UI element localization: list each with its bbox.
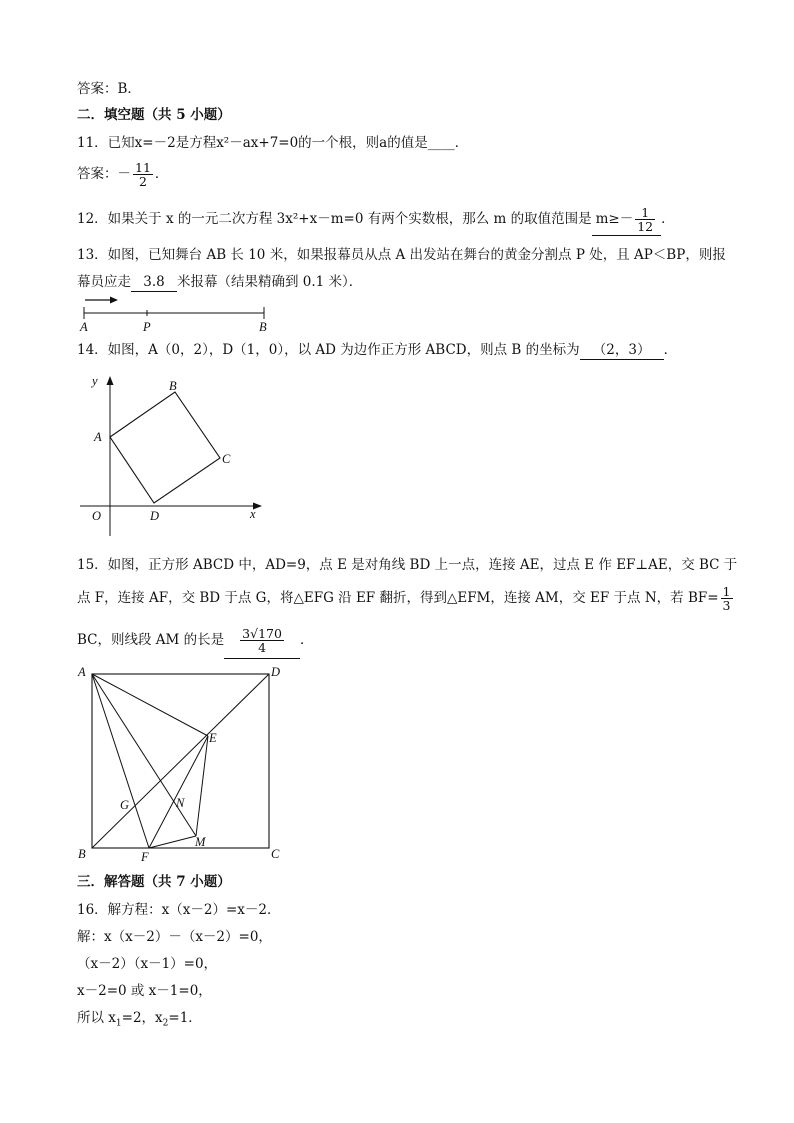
axis-label-y: y xyxy=(92,374,98,388)
answer-11 xyxy=(77,158,168,190)
label-d: D xyxy=(271,665,281,679)
segment-em xyxy=(196,736,208,836)
label-m: M xyxy=(195,835,206,849)
label-f: F xyxy=(141,850,149,864)
question-14 xyxy=(77,341,677,360)
label-d: D xyxy=(150,509,160,523)
label-o: O xyxy=(92,509,102,523)
answer-10: 答案：B． xyxy=(77,81,141,97)
question-15-line3 xyxy=(77,622,313,659)
solution-step-3: x－2=0 或 x－1=0， xyxy=(77,983,212,999)
question-12-text: 12．如果关于 x 的一元二次方程 3x²+x－m=0 有两个实数根，那么 m 的取值范围是 xyxy=(77,211,592,227)
subscript-1: 1 xyxy=(115,1018,122,1029)
question-15-text-tail: BC，则线段 AM 的长是 xyxy=(77,632,225,648)
label-c: C xyxy=(222,452,231,466)
segment-ef xyxy=(149,736,208,848)
figure-14-coordinate xyxy=(72,368,268,538)
answer-12-prefix: m≥－ xyxy=(595,211,634,227)
solution-text-b: =2，x xyxy=(121,1010,163,1026)
label-g: G xyxy=(120,798,130,812)
solution-step-2: （x－2）（x－1）=0， xyxy=(77,956,218,972)
label-a: A xyxy=(78,665,86,679)
question-15-line1: 15．如图，正方形 ABCD 中，AD=9，点 E 是对角线 BD 上一点，连接 AE，过点 E 作 EF⊥AE，交 BC 于 xyxy=(77,557,738,573)
figure-15-square xyxy=(72,660,292,866)
segment-fm xyxy=(149,836,196,848)
answer-12-fraction xyxy=(635,206,655,233)
question-15-line2 xyxy=(77,580,735,616)
square-abcd xyxy=(110,392,220,503)
label-n: N xyxy=(176,796,185,810)
question-15-text: 点 F，连接 AF，交 BD 于点 G，将△EFG 沿 EF 翻折，得到△EFM，连接 AM，交 EF 于点 N，若 BF= xyxy=(77,590,719,606)
question-14-end: ． xyxy=(663,342,678,358)
question-12 xyxy=(77,203,675,236)
question-13-text: 幕员应走 xyxy=(77,274,131,290)
question-13-text-tail: 米报幕（结果精确到 0.1 米）． xyxy=(177,274,363,290)
fraction-numerator: 11 xyxy=(135,159,151,175)
fraction-denominator: 4 xyxy=(258,640,267,655)
fraction-denominator: 3 xyxy=(722,598,731,613)
solution-text-c: =1． xyxy=(168,1010,202,1026)
label-a: A xyxy=(94,430,102,444)
solution-text-a: 所以 x xyxy=(77,1010,116,1026)
answer-15-fraction xyxy=(240,627,284,654)
question-11: 11．已知x=－2是方程x²－ax+7=0的一个根，则a的值是____． xyxy=(77,135,469,151)
subscript-2: 2 xyxy=(162,1018,169,1029)
solution-step-1: 解：x（x－2）－（x－2）=0， xyxy=(77,929,272,945)
answer-11-prefix: 答案：－ xyxy=(77,166,131,182)
answer-11-fraction xyxy=(133,161,153,188)
fraction-denominator: 12 xyxy=(637,219,654,234)
question-12-end: ． xyxy=(661,211,675,227)
fraction-denominator: 2 xyxy=(138,174,147,189)
y-axis-arrow-icon xyxy=(107,376,114,385)
segment-am xyxy=(92,674,196,836)
section-solve: 三．解答题（共 7 小题） xyxy=(77,874,231,890)
solution-step-4 xyxy=(77,1009,202,1033)
label-c: C xyxy=(271,847,280,861)
section-fill-in: 二．填空题（共 5 小题） xyxy=(77,107,231,123)
axis-label-x: x xyxy=(250,507,256,521)
bf-fraction xyxy=(721,585,733,612)
label-e: E xyxy=(209,731,217,745)
arrow-head-icon xyxy=(110,297,118,304)
answer-15-blank xyxy=(224,622,300,659)
label-p: P xyxy=(143,320,151,334)
label-a: A xyxy=(80,320,88,334)
question-14-text: 14．如图，A（0，2），D（1，0），以 AD 为边作正方形 ABCD，则点 B 的坐标为 xyxy=(77,342,580,358)
fraction-numerator: 1 xyxy=(722,583,731,599)
answer-13-blank: 3.8 xyxy=(131,273,177,292)
question-16: 16．解方程：x（x－2）=x－2． xyxy=(77,902,281,918)
question-15-end: ． xyxy=(299,632,314,648)
label-b: B xyxy=(78,847,86,861)
figure-13-segment xyxy=(70,290,290,336)
diagonal-bd xyxy=(92,674,269,848)
answer-14-blank: （2，3） xyxy=(580,341,664,360)
label-b: B xyxy=(259,320,267,334)
answer-11-suffix: ． xyxy=(154,166,169,182)
fraction-numerator: 1 xyxy=(635,206,655,220)
fraction-numerator: 3√170 xyxy=(242,625,282,641)
answer-12-blank xyxy=(592,203,662,236)
label-b: B xyxy=(169,379,177,393)
question-13-line1: 13．如图，已知舞台 AB 长 10 米，如果报幕员从点 A 出发站在舞台的黄金分割点 P 处，且 AP＜BP，则报 xyxy=(77,247,726,263)
